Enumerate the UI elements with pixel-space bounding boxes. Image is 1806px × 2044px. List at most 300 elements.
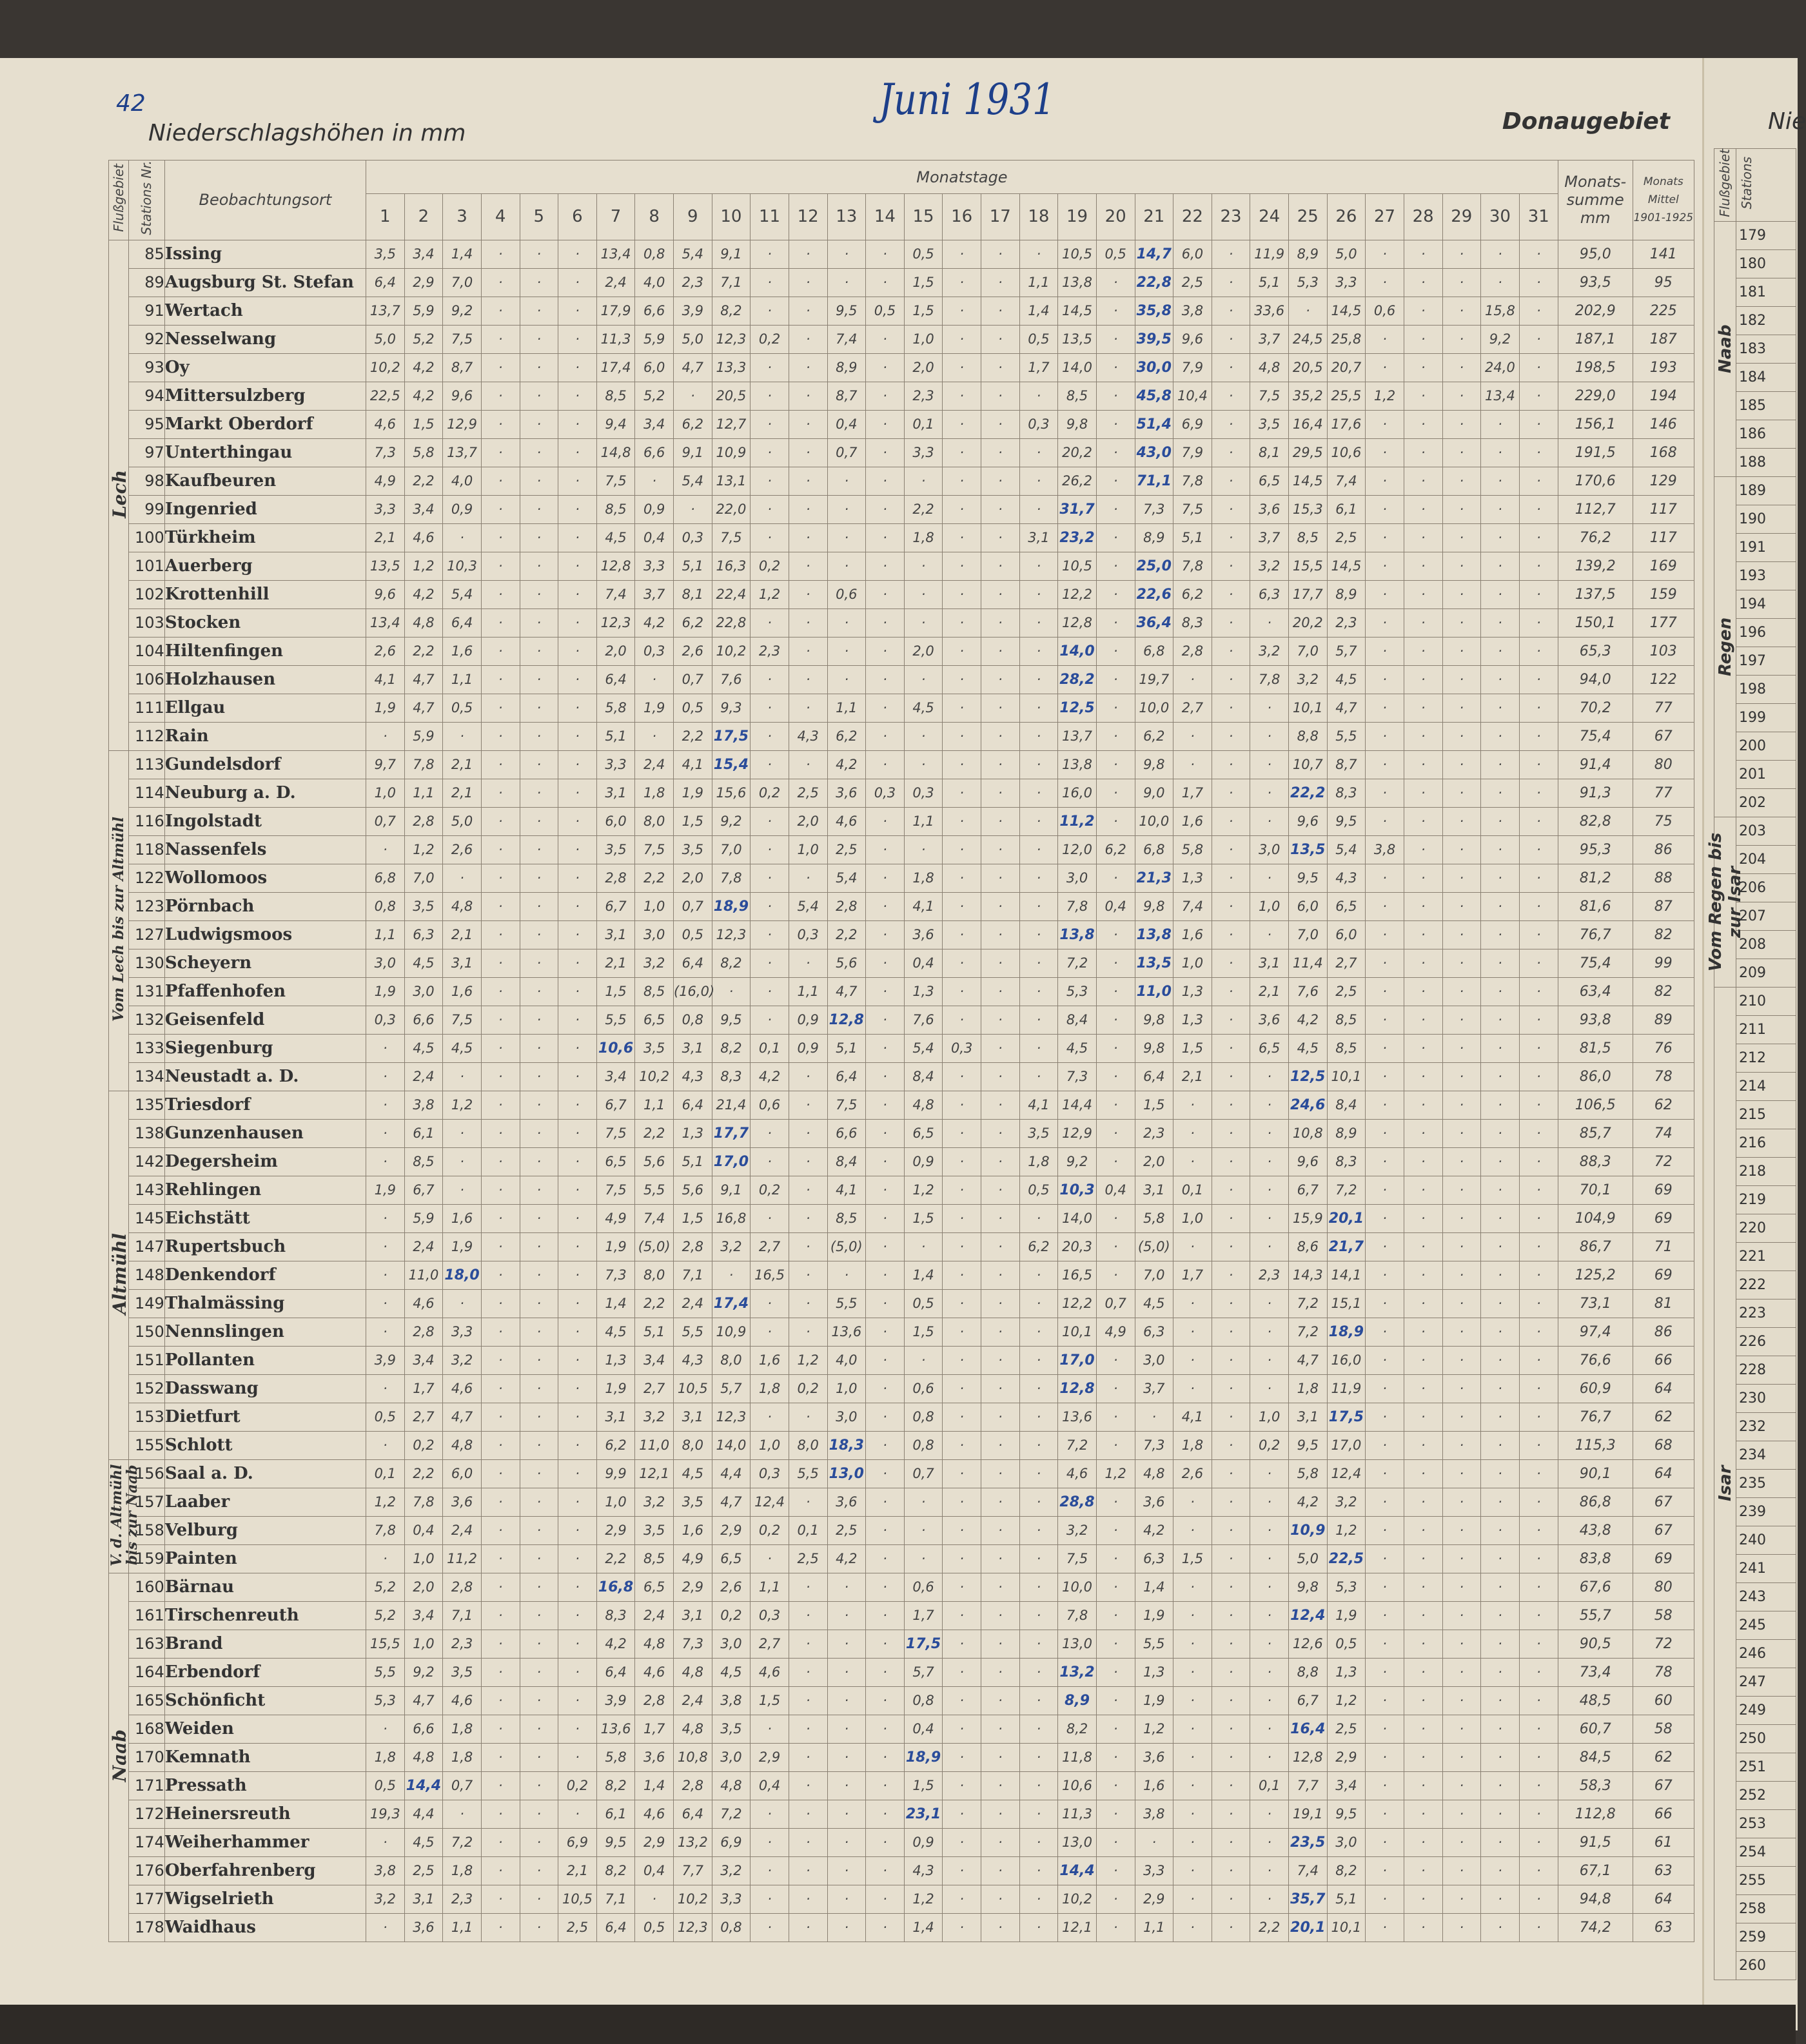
day-value: · [981, 580, 1020, 608]
day-value: · [481, 1800, 520, 1828]
day-value: 0,7 [443, 1771, 482, 1800]
day-value: · [789, 382, 827, 410]
day-value: 3,2 [635, 1403, 674, 1431]
day-value: · [1212, 297, 1250, 325]
day-value: 28,2 [1058, 665, 1097, 694]
day-value: 0,2 [1250, 1431, 1289, 1459]
day-value: 15,6 [712, 779, 751, 807]
day-value: 3,3 [1135, 1856, 1173, 1885]
day-value: · [1442, 325, 1481, 353]
day-value: 6,0 [1327, 920, 1366, 949]
day-value: · [520, 1743, 558, 1771]
day-value: · [1366, 949, 1404, 977]
monthly-sum: 112,8 [1558, 1800, 1633, 1828]
day-value: · [1442, 694, 1481, 722]
day-value: 35,2 [1289, 382, 1328, 410]
day-value: · [1481, 1828, 1520, 1856]
day-value: · [1404, 523, 1442, 552]
day-value: 8,4 [904, 1062, 943, 1091]
day-value: · [1519, 1346, 1558, 1374]
day-value: 12,7 [712, 410, 751, 438]
day-value: 0,8 [366, 892, 405, 920]
table-row [109, 353, 1694, 382]
day-value: · [558, 1573, 597, 1601]
day-value: 1,9 [366, 1176, 405, 1204]
day-value: · [1212, 1261, 1250, 1289]
day-value: · [827, 1261, 866, 1289]
day-value: · [558, 779, 597, 807]
day-value: · [827, 467, 866, 495]
day-value: · [481, 1488, 520, 1516]
day-value: · [1096, 1261, 1135, 1289]
day-value: 13,5 [1289, 835, 1328, 864]
day-value: 1,4 [904, 1913, 943, 1942]
day-value: 7,0 [1289, 920, 1328, 949]
day-value: 0,3 [366, 1006, 405, 1034]
day-value: · [1096, 1488, 1135, 1516]
day-value: · [866, 1062, 905, 1091]
day-value: · [481, 325, 520, 353]
day-value: · [1404, 1573, 1442, 1601]
station-name: Schönficht [164, 1686, 366, 1715]
day-value: 6,5 [635, 1573, 674, 1601]
station-name: Wertach [164, 297, 366, 325]
day-value: · [1404, 1431, 1442, 1459]
day-value: · [1250, 1488, 1289, 1516]
day-value: 6,9 [712, 1828, 751, 1856]
day-value: · [751, 1403, 789, 1431]
day-value: 1,0 [635, 892, 674, 920]
day-value: · [1019, 580, 1058, 608]
day-value: 8,9 [827, 353, 866, 382]
day-value: 3,6 [1135, 1488, 1173, 1516]
day-value: · [1519, 722, 1558, 750]
day-value: · [1481, 1091, 1520, 1119]
day-value: 2,8 [1173, 637, 1212, 665]
day-value: 0,1 [789, 1516, 827, 1544]
station-name: Triesdorf [164, 1091, 366, 1119]
day-value: 6,5 [1250, 1034, 1289, 1062]
day-header-15: 15 [904, 194, 943, 240]
day-value: 11,3 [1058, 1800, 1097, 1828]
day-value: · [943, 1006, 981, 1034]
monthly-sum: 91,4 [1558, 750, 1633, 779]
day-value: · [789, 523, 827, 552]
day-value: 1,9 [635, 694, 674, 722]
next-page-station-number: 204 [1736, 845, 1796, 873]
day-value: 12,3 [596, 608, 635, 637]
day-value: · [481, 1630, 520, 1658]
day-value: · [981, 382, 1020, 410]
day-value: 3,3 [635, 552, 674, 580]
day-value: · [1519, 1771, 1558, 1800]
monthly-sum: 104,9 [1558, 1204, 1633, 1232]
station-name: Mittersulzberg [164, 382, 366, 410]
day-value: · [1096, 1771, 1135, 1800]
day-value: · [1519, 552, 1558, 580]
day-value: 3,4 [404, 495, 443, 523]
monthly-sum: 137,5 [1558, 580, 1633, 608]
day-value: 12,3 [712, 920, 751, 949]
table-row [109, 977, 1694, 1006]
day-value: · [866, 353, 905, 382]
next-page-station-number: 202 [1736, 788, 1796, 817]
day-value: · [981, 552, 1020, 580]
day-value: · [1366, 1715, 1404, 1743]
day-value: 6,7 [1289, 1176, 1328, 1204]
day-value: 3,2 [712, 1232, 751, 1261]
day-value: · [943, 297, 981, 325]
day-value: 7,4 [1289, 1856, 1328, 1885]
day-value: 0,2 [751, 1176, 789, 1204]
day-value: 9,3 [712, 694, 751, 722]
day-value: 9,6 [366, 580, 405, 608]
day-value: · [981, 438, 1020, 467]
table-row [109, 1488, 1694, 1516]
next-page-station-number: 214 [1736, 1072, 1796, 1100]
monthly-mean: 117 [1633, 495, 1694, 523]
day-value: · [981, 864, 1020, 892]
day-value: · [520, 1544, 558, 1573]
day-value: 10,2 [1058, 1885, 1097, 1913]
day-value: · [558, 1488, 597, 1516]
table-row [109, 892, 1694, 920]
day-value: · [1442, 1488, 1481, 1516]
day-value: · [1404, 807, 1442, 835]
day-value: · [1404, 1091, 1442, 1119]
day-value: · [1366, 410, 1404, 438]
day-value: · [520, 240, 558, 268]
day-value: · [1366, 325, 1404, 353]
day-value: · [520, 410, 558, 438]
day-value: 1,1 [404, 779, 443, 807]
day-value: 9,5 [712, 1006, 751, 1034]
day-value: · [1366, 694, 1404, 722]
day-value: · [558, 495, 597, 523]
table-subtitle: Niederschlagshöhen in mm [148, 120, 466, 146]
day-value: · [558, 552, 597, 580]
day-value: 1,5 [904, 1318, 943, 1346]
day-value: · [1519, 750, 1558, 779]
day-value: 0,8 [904, 1686, 943, 1715]
day-value: · [866, 1601, 905, 1630]
day-value: · [558, 382, 597, 410]
station-number: 89 [129, 268, 165, 297]
day-value: · [481, 1431, 520, 1459]
day-value: · [520, 1913, 558, 1942]
day-value: · [981, 1318, 1020, 1346]
station-name: Stocken [164, 608, 366, 637]
monthly-mean: 66 [1633, 1800, 1694, 1828]
day-value: · [1212, 1686, 1250, 1715]
day-value: · [1212, 1601, 1250, 1630]
day-value: · [1366, 1403, 1404, 1431]
header-station-nr: Stations Nr. [129, 161, 165, 240]
day-value: · [981, 1800, 1020, 1828]
day-value: 15,9 [1289, 1204, 1328, 1232]
table-row [109, 1006, 1694, 1034]
day-value: · [827, 1800, 866, 1828]
day-value: 4,5 [1135, 1289, 1173, 1318]
day-value: 1,1 [827, 694, 866, 722]
day-value: · [1481, 523, 1520, 552]
day-value: · [1519, 1119, 1558, 1147]
day-value: 2,6 [712, 1573, 751, 1601]
day-value: 2,3 [1135, 1119, 1173, 1147]
day-value: 21,3 [1135, 864, 1173, 892]
day-value: 1,6 [1173, 807, 1212, 835]
day-value: · [1019, 949, 1058, 977]
monthly-mean: 77 [1633, 694, 1694, 722]
day-value: 6,9 [558, 1828, 597, 1856]
day-value: 24,6 [1289, 1091, 1328, 1119]
day-value: · [1519, 1062, 1558, 1091]
day-value: · [1019, 1686, 1058, 1715]
day-value: 13,8 [1058, 268, 1097, 297]
table-row [109, 750, 1694, 779]
day-value: · [789, 1658, 827, 1686]
day-value: 2,0 [789, 807, 827, 835]
day-value: · [1019, 1658, 1058, 1686]
day-value: · [789, 1913, 827, 1942]
day-value: 4,5 [443, 1034, 482, 1062]
day-value: · [1173, 1516, 1212, 1544]
day-value: 1,9 [366, 977, 405, 1006]
day-value: · [558, 608, 597, 637]
day-value: · [1404, 750, 1442, 779]
day-value: 3,4 [1327, 1771, 1366, 1800]
day-value: 1,6 [443, 977, 482, 1006]
next-page-station-number: 188 [1736, 448, 1796, 476]
station-name: Dietfurt [164, 1403, 366, 1431]
day-value: 2,9 [674, 1573, 712, 1601]
day-value: · [866, 694, 905, 722]
day-value: · [1212, 779, 1250, 807]
day-value: · [520, 1062, 558, 1091]
day-value: 4,9 [674, 1544, 712, 1573]
day-value: · [558, 1346, 597, 1374]
day-value: · [1096, 949, 1135, 977]
day-value: 0,7 [674, 665, 712, 694]
day-value: · [866, 495, 905, 523]
next-page-station-number: 206 [1736, 873, 1796, 902]
day-value: 9,8 [1289, 1573, 1328, 1601]
day-value: · [1212, 1856, 1250, 1885]
day-value: · [943, 835, 981, 864]
day-value: · [751, 495, 789, 523]
day-value: · [866, 1715, 905, 1743]
day-value: 3,6 [1250, 1006, 1289, 1034]
header-monatssumme: Monats- summe mm [1558, 161, 1633, 240]
day-value: 13,0 [1058, 1630, 1097, 1658]
day-value: 3,5 [404, 892, 443, 920]
day-value: 5,4 [1327, 835, 1366, 864]
day-value: · [1173, 1800, 1212, 1828]
day-value: · [1404, 1403, 1442, 1431]
day-value: · [1404, 694, 1442, 722]
day-value: 3,0 [1327, 1828, 1366, 1856]
day-value: · [1096, 1346, 1135, 1374]
day-value: · [558, 637, 597, 665]
day-value: 3,1 [1019, 523, 1058, 552]
day-value: · [1481, 1913, 1520, 1942]
day-value: 7,2 [1327, 1176, 1366, 1204]
day-value: · [1442, 1771, 1481, 1800]
station-number: 102 [129, 580, 165, 608]
day-value: · [481, 977, 520, 1006]
day-value: · [481, 1885, 520, 1913]
day-header-14: 14 [866, 194, 905, 240]
day-value: 1,1 [443, 665, 482, 694]
day-value: · [1250, 1091, 1289, 1119]
day-value: 6,2 [1173, 580, 1212, 608]
day-value: 2,4 [404, 1062, 443, 1091]
day-value: · [520, 608, 558, 637]
day-value: · [558, 1034, 597, 1062]
day-value: · [981, 1034, 1020, 1062]
day-value: 7,2 [443, 1828, 482, 1856]
station-name: Oberfahrenberg [164, 1856, 366, 1885]
day-value: 5,9 [404, 1204, 443, 1232]
day-value: · [1404, 1374, 1442, 1403]
day-value: · [1212, 608, 1250, 637]
day-value: 6,1 [596, 1800, 635, 1828]
day-value: · [1250, 1459, 1289, 1488]
day-value: · [1366, 1800, 1404, 1828]
station-name: Degersheim [164, 1147, 366, 1176]
day-value: 7,5 [443, 1006, 482, 1034]
day-value: 6,4 [674, 949, 712, 977]
day-value: 20,1 [1289, 1913, 1328, 1942]
day-value: 16,3 [712, 552, 751, 580]
day-value: 5,1 [674, 1147, 712, 1176]
day-value: · [981, 1403, 1020, 1431]
monthly-sum: 156,1 [1558, 410, 1633, 438]
day-value: 4,6 [1058, 1459, 1097, 1488]
day-value: · [751, 1544, 789, 1573]
day-value: 8,7 [1327, 750, 1366, 779]
day-value: · [1366, 1431, 1404, 1459]
day-value: 7,0 [1135, 1261, 1173, 1289]
day-value: 1,5 [674, 1204, 712, 1232]
day-value: · [1096, 807, 1135, 835]
day-value: 10,5 [674, 1374, 712, 1403]
day-value: · [1212, 977, 1250, 1006]
day-value: · [1366, 1856, 1404, 1885]
day-value: · [558, 1062, 597, 1091]
day-value: · [520, 1232, 558, 1261]
day-value: · [481, 694, 520, 722]
day-value: 0,8 [674, 1006, 712, 1034]
day-value: · [866, 1856, 905, 1885]
day-value: · [1096, 694, 1135, 722]
station-name: Brand [164, 1630, 366, 1658]
day-value: 14,4 [404, 1771, 443, 1800]
day-value: · [1019, 1374, 1058, 1403]
day-value: 4,7 [1327, 694, 1366, 722]
day-value: 4,1 [366, 665, 405, 694]
day-value: 6,5 [1250, 467, 1289, 495]
day-value: 5,8 [1135, 1204, 1173, 1232]
day-value: 9,8 [1135, 750, 1173, 779]
day-value: · [1019, 835, 1058, 864]
day-value: · [1096, 552, 1135, 580]
day-value: · [866, 892, 905, 920]
day-value: · [1212, 835, 1250, 864]
day-value: · [866, 1885, 905, 1913]
day-value: 0,2 [712, 1601, 751, 1630]
day-value: 6,0 [443, 1459, 482, 1488]
day-value: · [481, 665, 520, 694]
monthly-sum: 90,1 [1558, 1459, 1633, 1488]
day-value: 2,0 [904, 637, 943, 665]
day-value: 10,9 [712, 1318, 751, 1346]
day-value: · [943, 920, 981, 949]
day-value: · [366, 1062, 405, 1091]
monthly-mean: 117 [1633, 523, 1694, 552]
station-number: 142 [129, 1147, 165, 1176]
day-value: · [558, 1232, 597, 1261]
day-value: · [1096, 495, 1135, 523]
day-value: 0,9 [789, 1034, 827, 1062]
day-value: · [481, 864, 520, 892]
day-value: · [481, 892, 520, 920]
day-value: · [1442, 1459, 1481, 1488]
station-number: 156 [129, 1459, 165, 1488]
day-value: 3,2 [366, 1885, 405, 1913]
day-value: · [981, 1119, 1020, 1147]
day-value: · [1481, 835, 1520, 864]
day-value: · [789, 580, 827, 608]
day-value: · [366, 1715, 405, 1743]
day-value: · [558, 1403, 597, 1431]
day-value: · [904, 1544, 943, 1573]
day-value: 6,8 [366, 864, 405, 892]
day-value: 9,2 [443, 297, 482, 325]
day-value: · [481, 1204, 520, 1232]
day-value: 4,9 [1096, 1318, 1135, 1346]
day-value: · [827, 552, 866, 580]
day-value: · [1366, 1630, 1404, 1658]
station-name: Wigselrieth [164, 1885, 366, 1913]
day-value: 0,9 [443, 495, 482, 523]
day-value: 3,4 [404, 240, 443, 268]
day-value: · [481, 1006, 520, 1034]
station-number: 148 [129, 1261, 165, 1289]
day-value: · [789, 1147, 827, 1176]
day-value: · [443, 523, 482, 552]
day-value: · [366, 722, 405, 750]
station-number: 138 [129, 1119, 165, 1147]
station-name: Kaufbeuren [164, 467, 366, 495]
day-value: · [866, 438, 905, 467]
day-value: 0,4 [635, 1856, 674, 1885]
next-page-station-number: 246 [1736, 1639, 1796, 1668]
day-value: · [1212, 1374, 1250, 1403]
day-value: · [481, 382, 520, 410]
day-value: 1,3 [674, 1119, 712, 1147]
day-value: · [1019, 438, 1058, 467]
day-value: · [1366, 1601, 1404, 1630]
day-value: 2,5 [1173, 268, 1212, 297]
day-value: · [827, 1856, 866, 1885]
day-value: 10,1 [1327, 1062, 1366, 1091]
day-value: · [520, 949, 558, 977]
day-value: 3,2 [635, 1488, 674, 1516]
day-value: 1,0 [404, 1544, 443, 1573]
day-value: · [1442, 1686, 1481, 1715]
day-value: 2,2 [1250, 1913, 1289, 1942]
